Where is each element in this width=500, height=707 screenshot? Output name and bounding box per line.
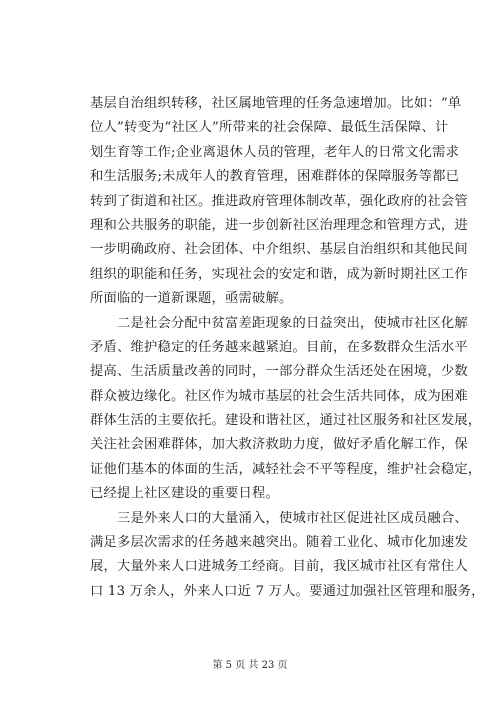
- text-line: 提高、生活质量改善的同时，一部分群众生活还处在困境，少数: [90, 364, 468, 380]
- text-line: 矛盾、维护稳定的任务越来越紧迫。目前，在多数群众生活水平: [90, 339, 468, 355]
- text-line: 所面临的一道新课题，亟需破解。: [90, 291, 293, 307]
- text-line: 群体生活的主要依托。建设和谐社区，通过社区服务和社区发展，: [90, 413, 482, 429]
- page-number-footer: 第 5 页 共 23 页: [212, 660, 288, 671]
- text-line: 二是社会分配中贫富差距现象的日益突出，使城市社区化解: [90, 315, 468, 331]
- text-line: 满足多层次需求的任务越来越突出。随着工业化、城市化加速发: [90, 535, 468, 551]
- text-line: 基层自治组织转移，社区属地管理的任务急速增加。比如：“单: [90, 96, 462, 111]
- text-line: 展，大量外来人口进城务工经商。目前，我区城市社区有常住人: [90, 559, 468, 575]
- document-body: [90, 92, 485, 604]
- text-line: 关注社会困难群体，加大救济救助力度，做好矛盾化解工作，保: [90, 437, 468, 453]
- text-line: 口 13 万余人，外来人口近 7 万人。要通过加强社区管理和服务，: [90, 583, 485, 599]
- text-line: 三是外来人口的大量涌入，使城市社区促进社区成员融合、: [90, 510, 468, 526]
- text-line: 群众被边缘化。社区作为城市基层的社会生活共同体，成为困难: [90, 388, 468, 404]
- text-line: 已经提上社区建设的重要日程。: [90, 486, 279, 502]
- text-line: 划生育等工作;企业离退休人员的管理，老年人的日常文化需求: [90, 144, 460, 160]
- text-line: 理和公共服务的职能，进一步创新社区治理理念和管理方式，进: [90, 217, 468, 233]
- text-line: 证他们基本的体面的生活，减轻社会不平等程度，维护社会稳定，: [90, 461, 482, 477]
- text-line: 转到了街道和社区。推进政府管理体制改革，强化政府的社会管: [90, 193, 468, 209]
- text-line: 和生活服务;未成年人的教育管理，困难群体的保障服务等都已: [90, 169, 460, 185]
- text-line: 位人”转变为“社区人”所带来的社会保障、最低生活保障、计: [90, 120, 449, 136]
- text-line: 一步明确政府、社会团体、中介组织、基层自治组织和其他民间: [90, 242, 468, 258]
- text-line: 组织的职能和任务，实现社会的安定和谐，成为新时期社区工作: [90, 266, 468, 282]
